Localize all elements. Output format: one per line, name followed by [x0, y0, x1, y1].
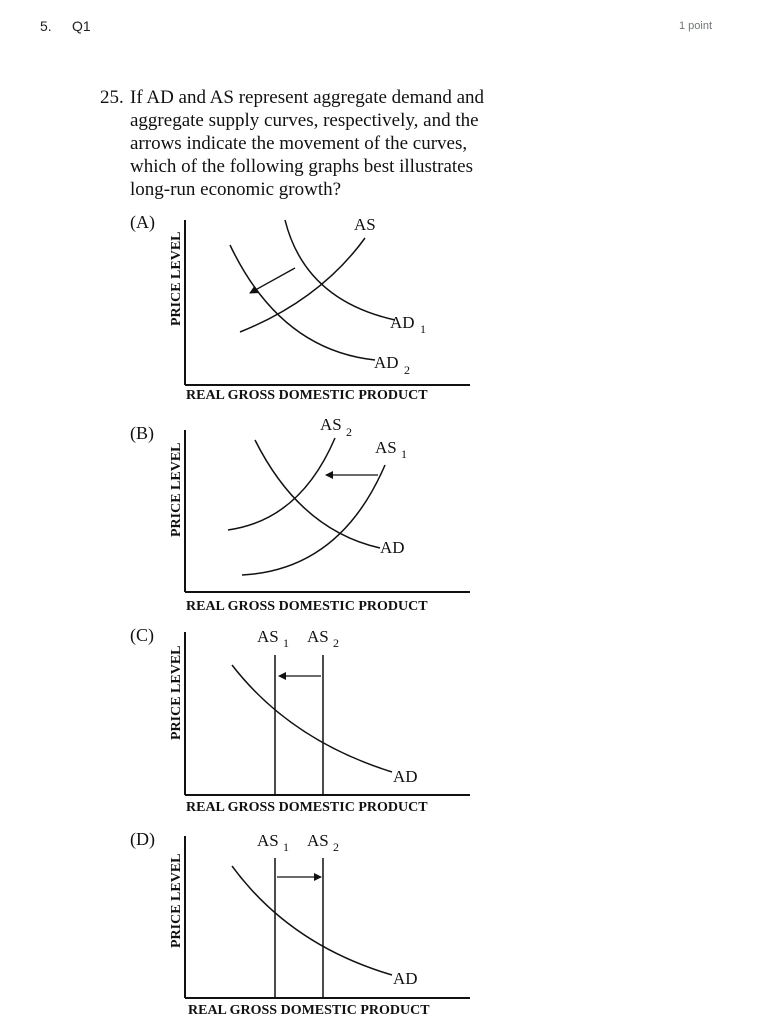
- graph-c: [130, 625, 470, 815]
- question-title: Q1: [72, 18, 91, 34]
- ad-label: AD: [393, 767, 418, 786]
- as2-label: AS: [307, 831, 329, 850]
- as2-subscript: 2: [346, 425, 352, 439]
- question-number: 5.: [40, 18, 52, 34]
- as1-label: AS: [375, 438, 397, 457]
- ad1-label: AD: [390, 313, 415, 332]
- option-c-label: (C): [130, 625, 154, 645]
- stem-line: arrows indicate the movement of the curves,: [130, 133, 468, 154]
- x-axis-label: REAL GROSS DOMESTIC PRODUCT: [186, 388, 428, 403]
- ad-curve: [255, 440, 380, 548]
- y-axis-label: PRICE LEVEL: [169, 442, 184, 537]
- graph-b: [130, 415, 470, 614]
- option-a-label: (A): [130, 212, 155, 232]
- y-axis-label: PRICE LEVEL: [169, 645, 184, 740]
- stem-line: long-run economic growth?: [130, 179, 342, 200]
- y-axis-label: PRICE LEVEL: [169, 853, 184, 948]
- x-axis-label: REAL GROSS DOMESTIC PRODUCT: [186, 800, 428, 815]
- as-curve: [240, 238, 365, 332]
- ad-label: AD: [393, 969, 418, 988]
- as1-subscript: 1: [401, 447, 407, 461]
- graph-d: [130, 829, 470, 1018]
- as1-label: AS: [257, 627, 279, 646]
- ad1-curve: [285, 220, 395, 320]
- stem-number: 25.: [100, 87, 124, 108]
- as2-subscript: 2: [333, 840, 339, 854]
- option-b-label: (B): [130, 423, 154, 443]
- ad2-label: AD: [374, 353, 399, 372]
- as1-subscript: 1: [283, 636, 289, 650]
- ad2-subscript: 2: [404, 363, 410, 377]
- as2-label: AS: [307, 627, 329, 646]
- option-d-label: (D): [130, 829, 155, 849]
- ad1-subscript: 1: [420, 322, 426, 336]
- ad-curve: [232, 665, 392, 772]
- shift-left-arrow: [250, 268, 295, 293]
- x-axis-label: REAL GROSS DOMESTIC PRODUCT: [188, 1003, 430, 1018]
- y-axis-label: PRICE LEVEL: [169, 231, 184, 326]
- as1-label: AS: [257, 831, 279, 850]
- stem-line: aggregate supply curves, respectively, and the: [130, 110, 479, 131]
- as-label: AS: [354, 215, 376, 234]
- as2-label: AS: [320, 415, 342, 434]
- ad-curve: [232, 866, 392, 975]
- points-label: 1 point: [678, 20, 712, 32]
- stem-line: If AD and AS represent aggregate demand and: [130, 87, 485, 108]
- graph-a: [130, 212, 470, 403]
- x-axis-label: REAL GROSS DOMESTIC PRODUCT: [186, 599, 428, 614]
- stem-line: which of the following graphs best illustrates: [130, 156, 473, 177]
- ad-label: AD: [380, 538, 405, 557]
- as1-subscript: 1: [283, 840, 289, 854]
- as2-subscript: 2: [333, 636, 339, 650]
